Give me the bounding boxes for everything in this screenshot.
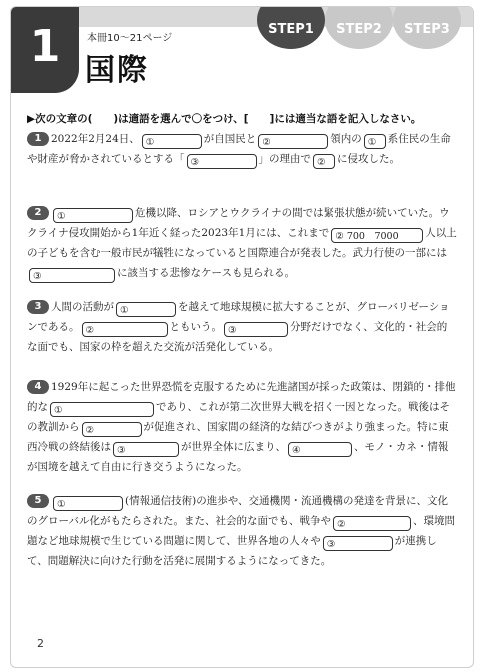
- blank-marker: ①: [367, 137, 377, 148]
- question-text: ともいう。: [169, 321, 222, 333]
- blank-marker: ②: [336, 519, 346, 530]
- question-4: [27, 377, 457, 477]
- question-text: を越えて地球規模に拡大することが、グローバリゼーションである。: [27, 301, 450, 333]
- blank-marker: ③: [33, 271, 42, 282]
- question-5: [27, 491, 457, 571]
- choice-options: ② 700 7000: [335, 231, 399, 242]
- blank-marker: ①: [120, 305, 129, 316]
- question-text: が促進され、国家間の経済的な結びつきがより強まった。特に東西冷戦の終結後は: [27, 421, 449, 453]
- question-text: 系住民の生命や財産が脅かされているとする「: [27, 133, 451, 165]
- answer-blank[interactable]: [82, 422, 142, 437]
- answer-blank[interactable]: [258, 134, 328, 149]
- answer-blank[interactable]: [364, 134, 386, 149]
- blank-marker: ③: [190, 157, 200, 168]
- answer-blank[interactable]: [323, 536, 393, 551]
- question-text: であり、これが第二次世界大戦を招く一因となった。戦後はその教訓から: [27, 401, 450, 433]
- answer-blank[interactable]: [53, 208, 133, 223]
- blank-marker: ①: [54, 405, 63, 416]
- answer-blank[interactable]: [29, 268, 115, 283]
- workbook-page: [10, 6, 474, 668]
- blank-marker: ②: [85, 325, 95, 336]
- question-text: が連携して、問題解決に向けた行動を活発に展開するようになってきた。: [27, 535, 437, 567]
- question-text: 人以上の子どもを含む一般市民が犠牲になっていると国際連合が発表した。武力行使の一部には: [27, 227, 457, 259]
- blank-marker: ③: [326, 539, 336, 550]
- answer-blank[interactable]: [53, 496, 123, 511]
- question-text: 人間の活動が: [51, 301, 114, 313]
- blank-marker: ①: [145, 137, 155, 148]
- answer-blank[interactable]: [313, 154, 335, 169]
- question-text: 分野だけでなく、文化的・社会的な面でも、国家の枠を超えた交流が活発化している。: [27, 321, 448, 353]
- question-text: 、環境問題など地球規模で生じている問題に関して、世界各地の人々や: [27, 515, 455, 547]
- choice-blank[interactable]: [331, 228, 423, 243]
- blank-marker: ①: [57, 211, 66, 222]
- answer-blank[interactable]: [50, 402, 154, 417]
- question-text: 危機以降、ロシアとウクライナの間では緊張状態が続いていた。ウクライナ侵攻開始から1年近く経った2023年1月には、これまで: [27, 207, 450, 239]
- step3-badge: STEP3: [393, 6, 461, 49]
- blank-marker: ③: [228, 325, 237, 336]
- blank-marker: ①: [57, 499, 66, 510]
- question-number: 2: [27, 206, 49, 220]
- blank-marker: ②: [262, 137, 271, 148]
- question-text: 2022年2月24日、: [51, 133, 140, 145]
- question-text: 領内の: [330, 133, 362, 145]
- question-number: 4: [27, 380, 49, 394]
- step1-badge: STEP1: [257, 6, 325, 49]
- step2-badge: STEP2: [325, 6, 393, 49]
- question-number: 5: [27, 494, 49, 508]
- chapter-number: 1: [11, 7, 79, 93]
- blank-marker: ④: [292, 445, 301, 456]
- answer-blank[interactable]: [113, 442, 179, 457]
- question-text: に該当する悲惨なケースも見られる。: [117, 267, 295, 279]
- question-text: に侵攻した。: [337, 153, 400, 165]
- answer-blank[interactable]: [288, 442, 352, 457]
- question-number: 3: [27, 300, 49, 314]
- blank-marker: ②: [317, 157, 326, 168]
- question-text: 1929年に起こった世界恐慌を克服するために先進諸国が採った政策は、閉鎖的・排他的な: [27, 381, 456, 413]
- question-text: が自国民と: [203, 133, 257, 145]
- page-reference: 本冊10〜21ページ: [87, 33, 173, 44]
- answer-blank[interactable]: [224, 322, 288, 337]
- instruction-text: ▶次の文章の( )は適語を選んで〇をつけ、[ ]には適当な語を記入しなさい。: [27, 113, 422, 125]
- answer-blank[interactable]: [82, 322, 168, 337]
- blank-marker: ③: [117, 445, 126, 456]
- question-text: (情報通信技術)の進歩や、交通機関・流通機構の発達を背景に、文化のグローバル化がもたらされた。また、社会的な面でも、戦争や: [27, 495, 448, 527]
- blank-marker: ②: [85, 425, 95, 436]
- answer-blank[interactable]: [142, 134, 202, 149]
- answer-blank[interactable]: [187, 154, 257, 169]
- question-text: 、モノ・カネ・情報が国境を越えて自由に行き交うようになった。: [27, 441, 449, 473]
- question-2: [27, 203, 457, 283]
- page-number: 2: [37, 637, 44, 650]
- question-text: が世界全体に広まり、: [181, 441, 286, 453]
- question-text: 」の理由で: [258, 153, 311, 165]
- page-title: 国際: [85, 53, 149, 88]
- question-number: 1: [27, 132, 49, 146]
- answer-blank[interactable]: [116, 302, 176, 317]
- question-1: [27, 129, 457, 169]
- answer-blank[interactable]: [333, 516, 411, 531]
- question-3: [27, 297, 457, 357]
